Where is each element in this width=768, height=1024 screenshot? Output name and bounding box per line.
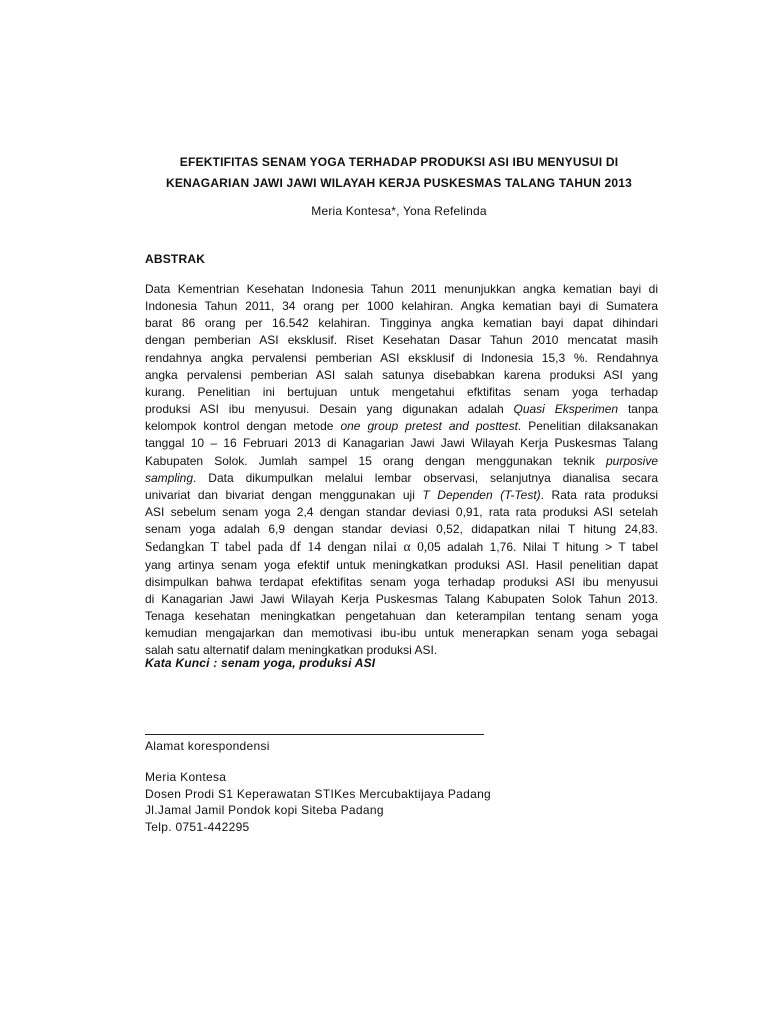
footnote-divider: [145, 734, 484, 735]
correspondence-phone: Telp. 0751-442295: [145, 819, 250, 834]
author-list: Meria Kontesa*, Yona Refelinda: [311, 204, 487, 218]
abstract-line: Tenaga kesehatan meningkatkan pengetahuan dan keterampilan tentang senam yoga: [145, 608, 658, 623]
abstract-line: [145, 538, 658, 556]
abstract-text: 5 adalah 1,76. Nilai T hitung > T tabel: [433, 540, 658, 555]
abstract-heading: ABSTRAK: [145, 252, 206, 266]
keywords: Kata Kunci : senam yoga, produksi ASI: [145, 656, 376, 670]
abstract-text: . Data dikumpulkan melalui lembar observasi, selanjutnya dianalisa secara: [193, 470, 658, 485]
abstract-italic-text: T Dependen (T-Test): [422, 487, 541, 502]
abstract-line: kemudian mengajarkan dan memotivasi ibu-ibu untuk menerapkan senam yoga sebagai: [145, 626, 658, 641]
abstract-text: tanpa: [618, 402, 658, 417]
abstract-line: [145, 418, 658, 435]
abstract-line: angka pervalensi pemberian ASI salah satunya disebabkan karena produksi ASI yang: [145, 367, 658, 382]
abstract-text: produksi ASI ibu menyusui. Desain yang digunakan adalah: [145, 402, 514, 417]
abstract-italic-text: Quasi Eksperimen: [513, 402, 619, 417]
abstract-line: ASI sebelum senam yoga 2,4 dengan standar deviasi 0,91, rata rata produksi ASI setelah: [145, 505, 658, 520]
abstract-serif-text: Sedangkan T tabel pada df 14 dengan nilai α 0,0: [145, 539, 434, 555]
abstract-line: rendahnya angka pervalensi pemberian ASI eksklusif di Indonesia 15,3 %. Rendahnya: [145, 350, 658, 365]
abstract-line: barat 86 orang per 16.542 kelahiran. Tingginya angka kematian bayi dapat dihindari: [145, 316, 658, 331]
abstract-text: Kabupaten Solok. Jumlah sampel 15 orang dengan menggunakan teknik: [145, 453, 606, 468]
abstract-line: disimpulkan bahwa terdapat efektifitas senam yoga terhadap produksi ASI ibu menyusui: [145, 574, 658, 589]
paper-title-line-1: EFEKTIFITAS SENAM YOGA TERHADAP PRODUKSI ASI IBU MENYUSUI DI: [179, 155, 619, 169]
abstract-line: Data Kementrian Kesehatan Indonesia Tahun 2011 menunjukkan angka kematian bayi di: [145, 282, 658, 296]
correspondence-affiliation: Dosen Prodi S1 Keperawatan STIKes Mercubaktijaya Padang: [145, 786, 492, 801]
abstract-italic-text: one group pretest and posttest: [340, 419, 518, 434]
abstract-line: Indonesia Tahun 2011, 34 orang per 1000 kelahiran. Angka kematian bayi di Sumatera: [145, 299, 658, 314]
abstract-line: dengan pemberian ASI eksklusif. Riset Kesehatan Dasar Tahun 2010 mencatat masih: [145, 333, 658, 348]
abstract-body: [145, 281, 658, 659]
paper-title: [140, 152, 658, 194]
abstract-line: [145, 470, 658, 487]
abstract-line: tanggal 10 – 16 Februari 2013 di Kanagarian Jawi Jawi Wilayah Kerja Puskesmas Talang: [145, 436, 658, 451]
abstract-text: univariat dan bivariat dengan menggunakan uji: [145, 487, 423, 502]
abstract-text: kelompok kontrol dengan metode: [145, 419, 341, 434]
abstract-italic-text: purposive: [605, 453, 658, 468]
abstract-line: [145, 453, 658, 470]
paper-title-line-2: KENAGARIAN JAWI JAWI WILAYAH KERJA PUSKESMAS TALANG TAHUN 2013: [165, 176, 632, 190]
abstract-line: yang artinya senam yoga efektif untuk meningkatkan produksi ASI. Hasil penelitian dapat: [145, 557, 658, 572]
abstract-line: di Kanagarian Jawi Jawi Wilayah Kerja Puskesmas Talang Kabupaten Solok Tahun 2013.: [145, 591, 658, 606]
correspondence-label: Alamat korespondensi: [145, 739, 270, 753]
abstract-italic-text: sampling: [145, 470, 194, 485]
correspondence-address: Jl.Jamal Jamil Pondok kopi Siteba Padang: [145, 803, 384, 818]
abstract-text: . Rata rata produksi: [540, 487, 658, 502]
abstract-line: senam yoga adalah 6,9 dengan standar deviasi 0,52, didapatkan nilai T hitung 24,83.: [145, 522, 658, 537]
abstract-text: . Penelitian dilaksanakan: [517, 419, 658, 434]
abstract-line: [145, 401, 658, 418]
correspondence-block: [145, 769, 491, 835]
abstract-line: [145, 487, 658, 504]
abstract-line: kurang. Penelitian ini bertujuan untuk mengetahui efktifitas senam yoga terhadap: [145, 384, 658, 399]
abstract-line: salah satu alternatif dalam meningkatkan produksi ASI.: [145, 643, 438, 658]
correspondence-name: Meria Kontesa: [145, 770, 227, 784]
